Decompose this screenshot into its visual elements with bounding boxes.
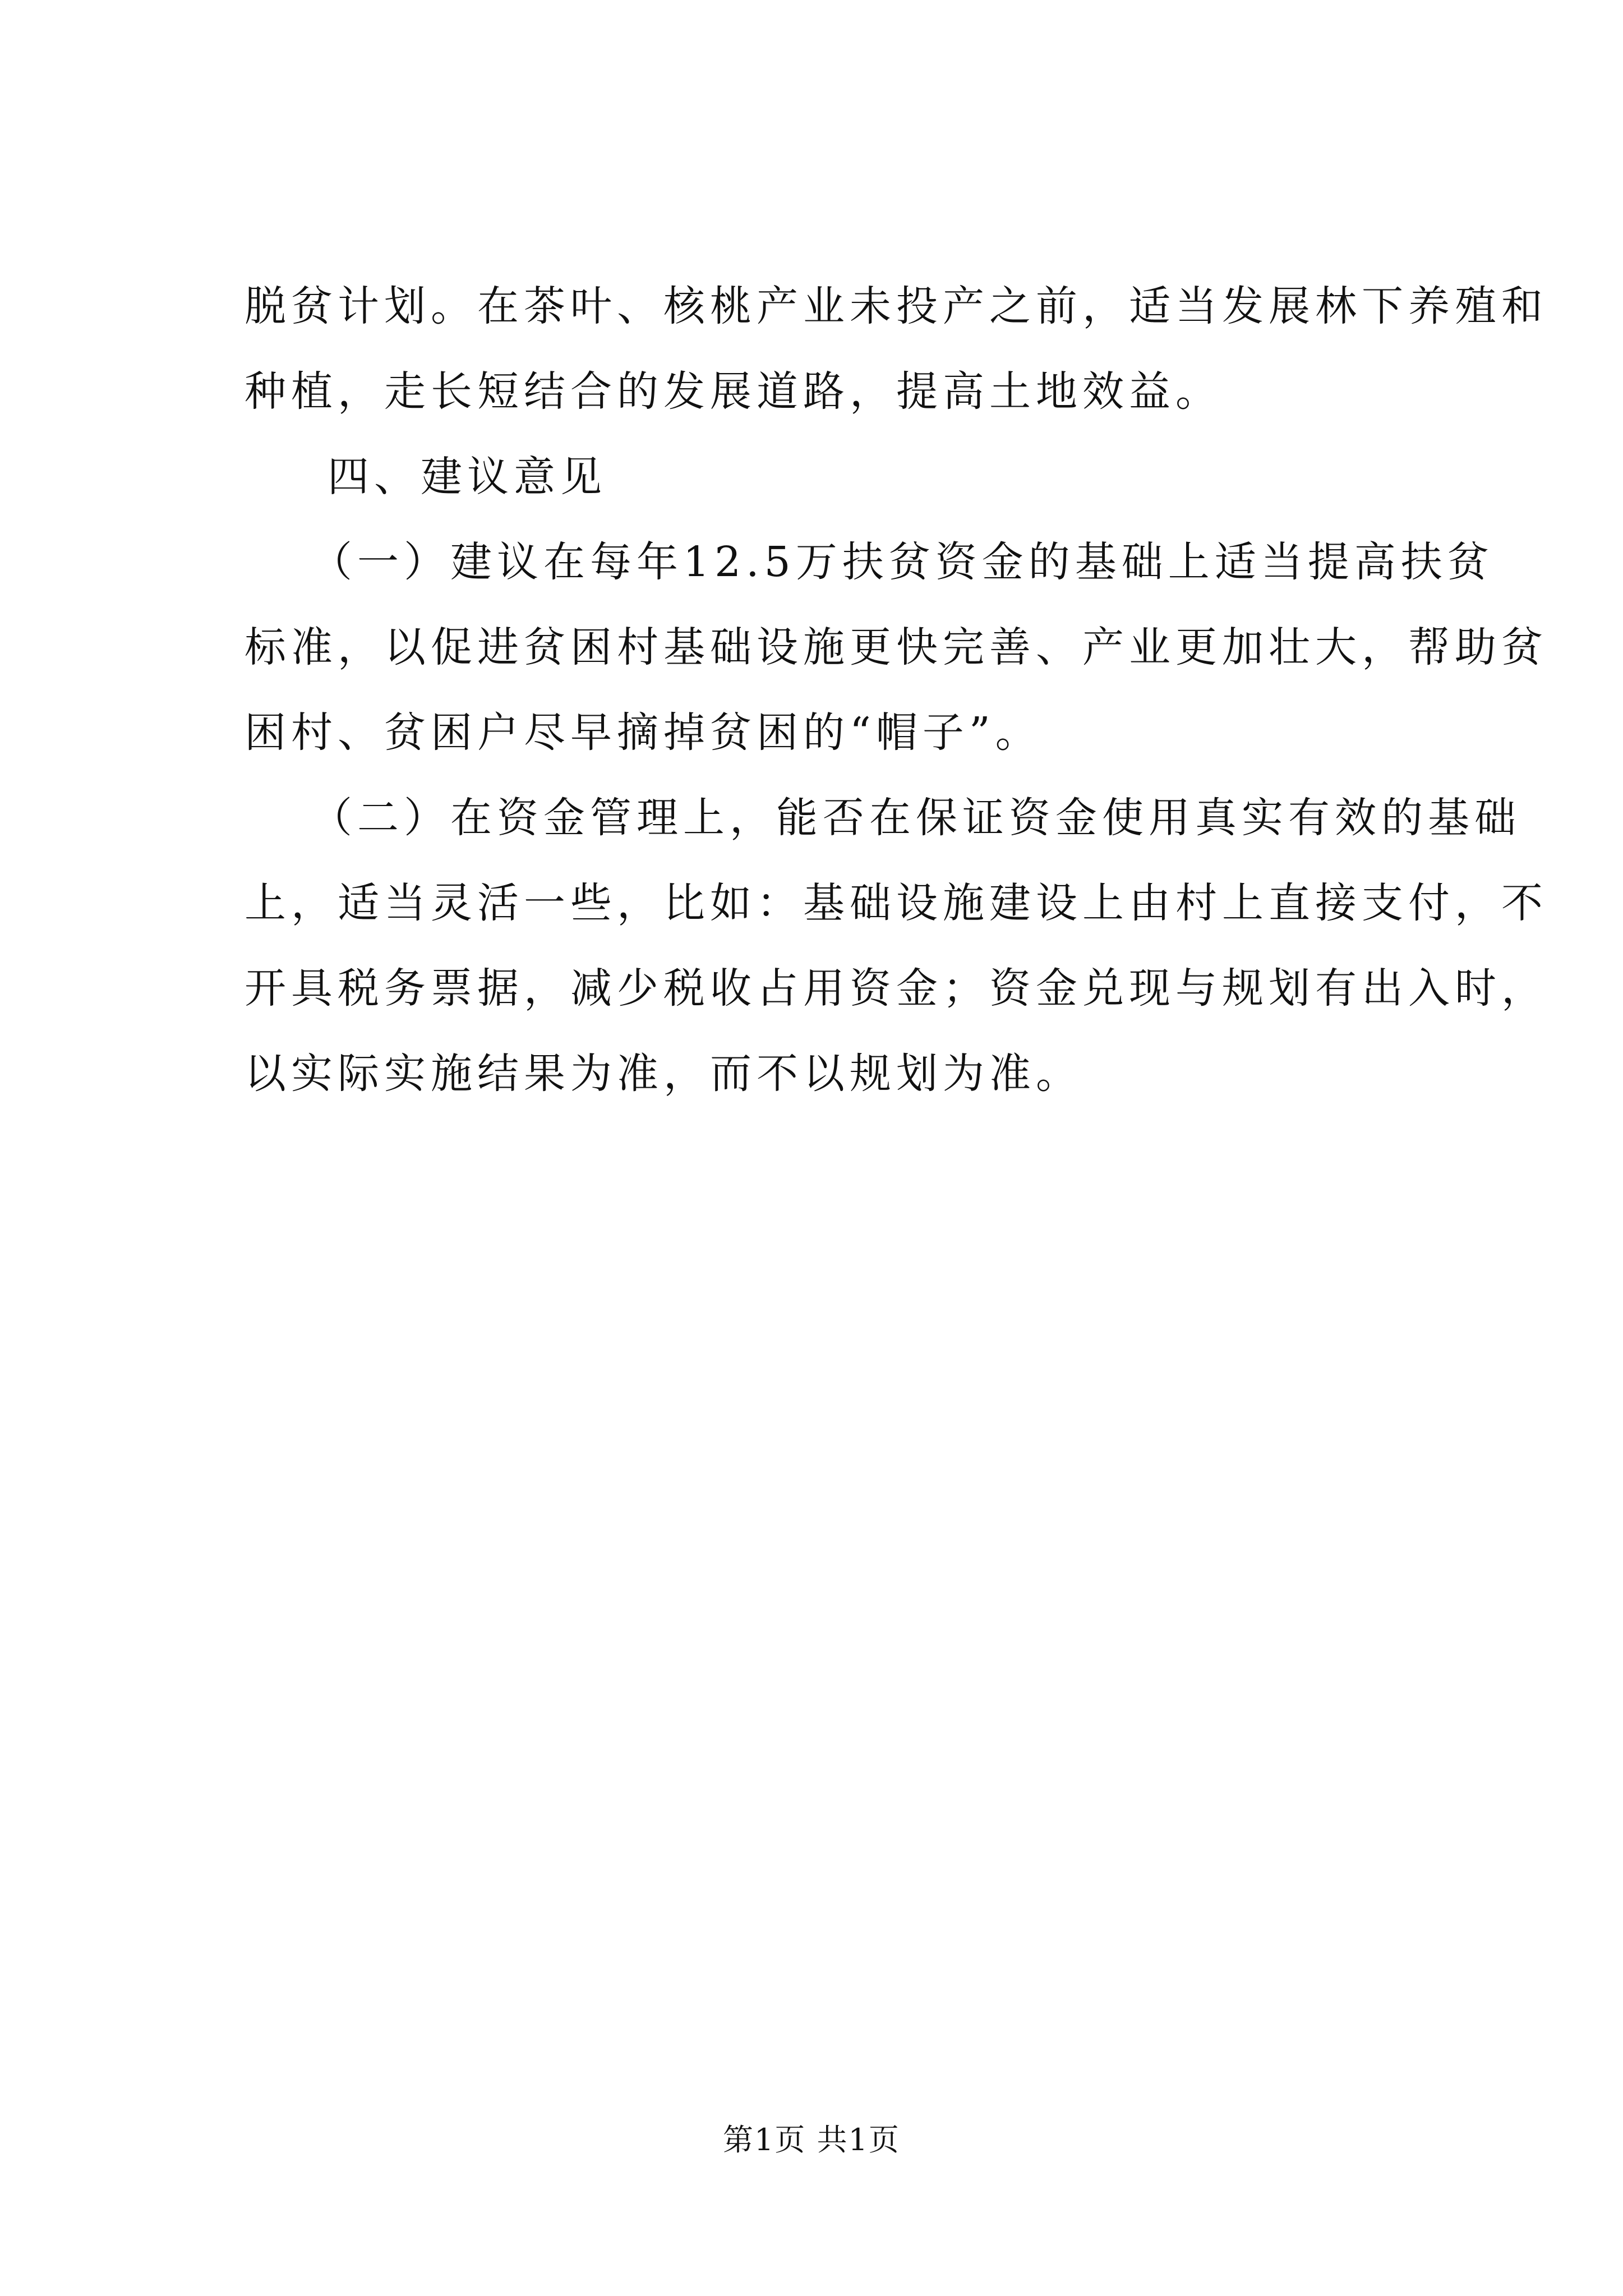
paragraph-line: 困村、贫困户尽早摘掉贫困的“帽子”。	[245, 708, 1042, 757]
paragraph-line: 上，适当灵活一些，比如：基础设施建设上由村上直接支付，不	[245, 879, 1548, 927]
paragraph-line: （一）建议在每年12.5万扶贫资金的基础上适当提高扶贫	[311, 538, 1494, 586]
page-number-footer: 第1页 共1页	[723, 2122, 900, 2157]
paragraph-line: 标准，以促进贫困村基础设施更快完善、产业更加壮大，帮助贫	[245, 623, 1548, 671]
paragraph-line: 脱贫计划。在茶叶、核桃产业未投产之前，适当发展林下养殖和	[245, 282, 1548, 330]
paragraph-line: 开具税务票据，减少税收占用资金；资金兑现与规划有出入时，	[245, 964, 1548, 1013]
paragraph-line: 以实际实施结果为准，而不以规划为准。	[245, 1050, 1082, 1098]
section-heading: 四、建议意见	[328, 453, 607, 501]
document-body	[245, 264, 1548, 1116]
paragraph-line: （二）在资金管理上，能否在保证资金使用真实有效的基础	[311, 794, 1521, 842]
paragraph-line: 种植，走长短结合的发展道路，提高土地效益。	[245, 367, 1222, 416]
